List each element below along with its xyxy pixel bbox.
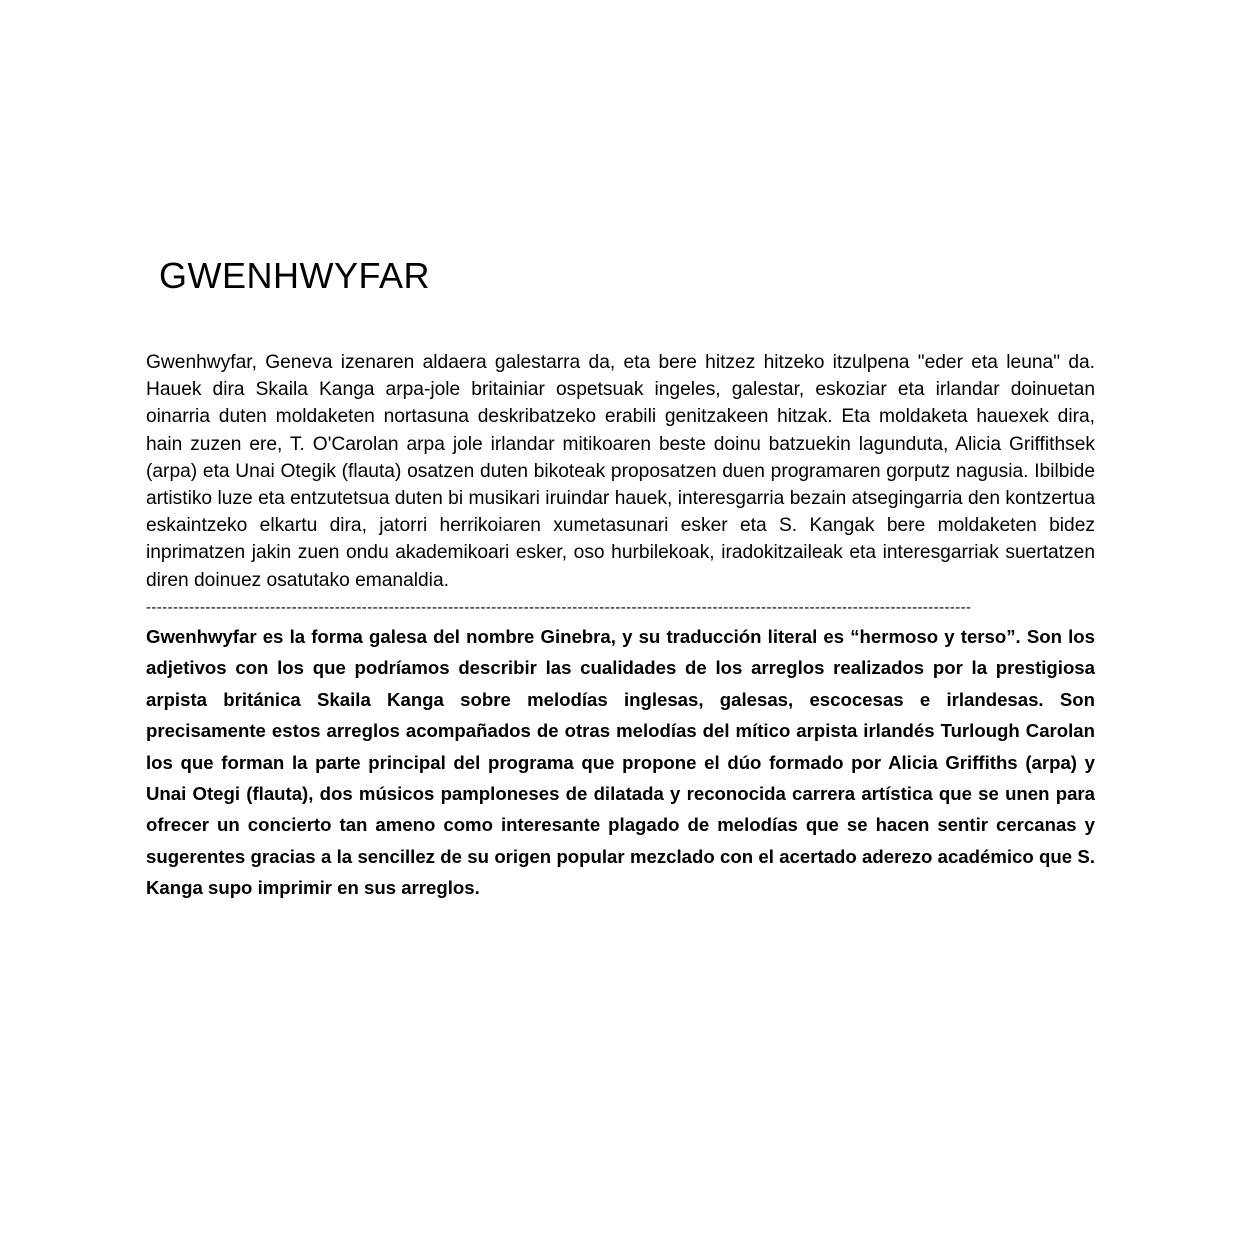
document-title: GWENHWYFAR	[159, 255, 430, 296]
basque-paragraph: Gwenhwyfar, Geneva izenaren aldaera galestarra da, eta bere hitzez hitzeko itzulpena "eder eta leuna" da. Hauek dira Skaila Kanga arpa-jole britainiar ospetsuak ingeles, galestar, eskoziar eta irlandar doinuetan oinarria duten moldaketen nortasuna deskribatzeko erabili genitzakeen hitzak. Eta moldaketa hauexek dira, hain zuzen ere, T. O'Carolan arpa jole irlandar mitikoaren beste doinu batzuekin lagunduta, Alicia Griffithsek (arpa) eta Unai Otegik (flauta) osatzen duten bikoteak proposatzen duen programaren gorputz nagusia. Ibilbide artistiko luze eta entzutetsua duten bi musikari iruindar hauek, interesgarria bezain atsegingarria den kontzertua eskaintzeko elkartu dira, jatorri herrikoiaren xumetasunari esker eta S. Kangak bere moldaketen bidez inprimatzen jakin zuen ondu akademikoari esker, oso hurbilekoak, iradokitzaileak eta interesgarriak suertatzen diren doinuez osatutako emanaldia.	[146, 352, 1095, 591]
spanish-paragraph: Gwenhwyfar es la forma galesa del nombre Ginebra, y su traducción literal es “hermoso y terso”. Son los adjetivos con los que podríamos describir las cualidades de los arreglos realizados por la prestigiosa arpista británica Skaila Kanga sobre melodías inglesas, galesas, escocesas e irlandesas. Son precisamente estos arreglos acompañados de otras melodías del mítico arpista irlandés Turlough Carolan los que forman la parte principal del programa que propone el dúo formado por Alicia Griffiths (arpa) y Unai Otegi (flauta), dos músicos pamploneses de dilatada y reconocida carrera artística que se unen para ofrecer un concierto tan ameno como interesante plagado de melodías que se hacen sentir cercanas y sugerentes gracias a la sencillez de su origen popular mezclado con el acertado aderezo académico que S. Kanga supo imprimir en sus arreglos.	[146, 626, 1095, 899]
dashed-separator: ---------------------------------------------------------------------------------------------------------------------------------------------------------	[146, 599, 972, 616]
